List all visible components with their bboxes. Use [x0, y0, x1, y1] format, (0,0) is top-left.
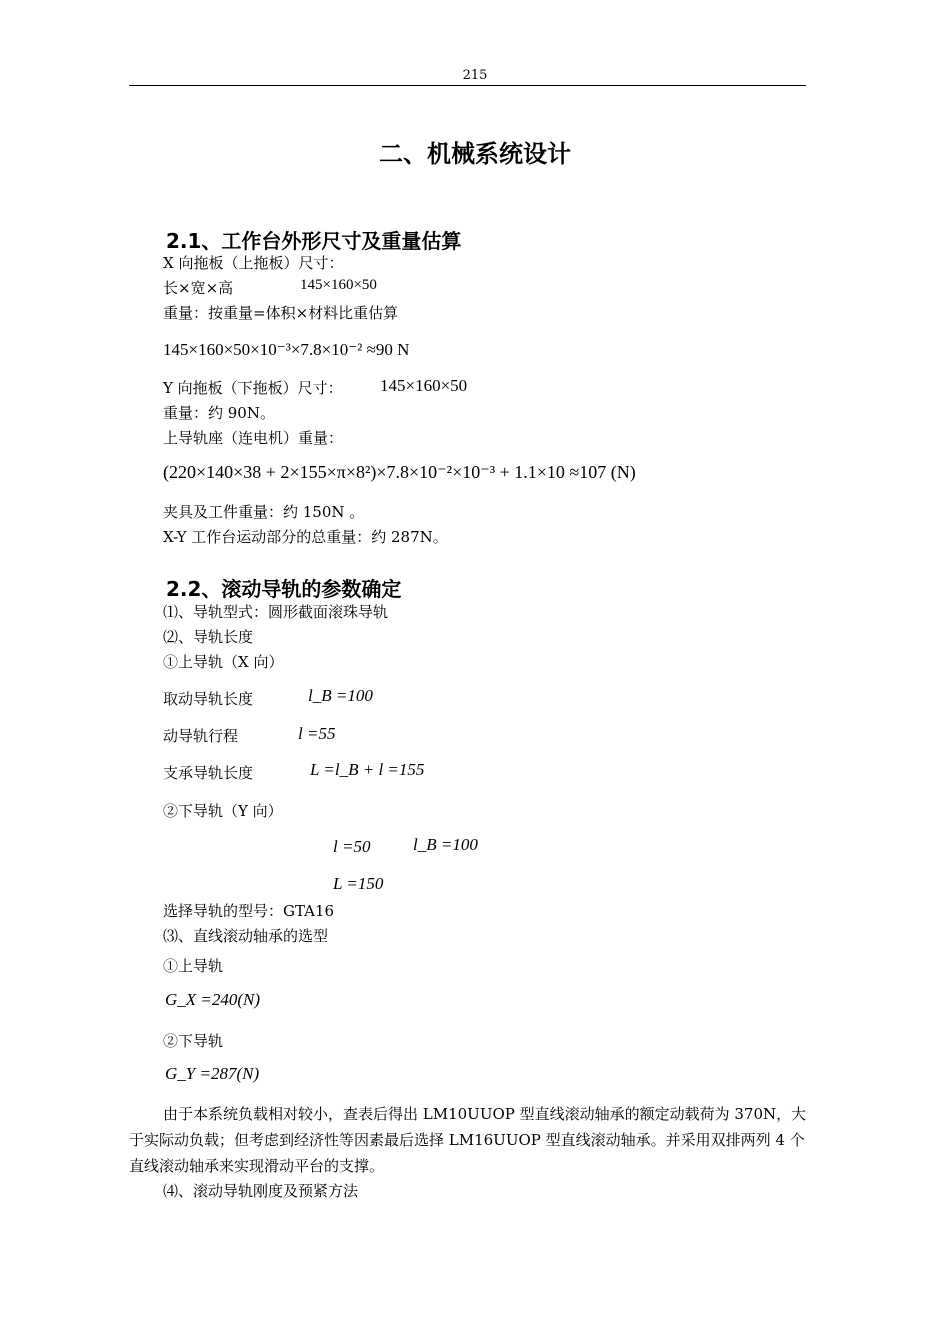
- item-2-rail-length: ⑵、导轨长度: [163, 628, 254, 646]
- chapter-title: 二、机械系统设计: [379, 140, 571, 168]
- fixture-weight: 夹具及工件重量：约 150N 。: [163, 503, 365, 521]
- weight-equation-1: 145×160×50×10⁻³×7.8×10⁻² ≈90 N: [163, 340, 410, 359]
- total-weight: X-Y 工作台运动部分的总重量：约 287N。: [163, 528, 448, 546]
- move-length-equation: l_B =100: [308, 686, 373, 705]
- lower-rail-equation-1: l =50: [333, 837, 371, 856]
- weight-method: 重量：按重量=体积×材料比重估算: [163, 304, 399, 322]
- rail-model-choice: 选择导轨的型号：GTA16: [163, 902, 335, 920]
- upper-rail-label: ①上导轨（X 向）: [163, 653, 284, 671]
- lower-rail-label: ②下导轨（Y 向）: [163, 802, 283, 820]
- move-length-label: 取动导轨长度: [163, 690, 254, 708]
- y-plate-value: 145×160×50: [380, 376, 468, 395]
- support-length-equation: L =l_B + l =155: [310, 760, 425, 779]
- lower-rail-equation-3: L =150: [333, 874, 384, 893]
- dimension-label: 长×宽×高: [163, 279, 234, 297]
- dimension-value: 145×160×50: [300, 277, 377, 293]
- section-heading-2-1: 2.1、工作台外形尺寸及重量估算: [166, 229, 462, 253]
- page-number: 215: [462, 68, 488, 83]
- item-4-stiffness-preload: ⑷、滚动导轨刚度及预紧方法: [163, 1182, 359, 1200]
- upper-guide-label: ①上导轨: [163, 957, 224, 975]
- gy-equation: G_Y =287(N): [165, 1064, 260, 1083]
- support-length-label: 支承导轨长度: [163, 764, 254, 782]
- upper-rail-seat-label: 上导轨座（连电机）重量：: [163, 429, 344, 447]
- stroke-label: 动导轨行程: [163, 727, 239, 745]
- y-plate-label: Y 向拖板（下拖板）尺寸：: [163, 379, 343, 397]
- bearing-paragraph: 由于本系统负载相对较小，查表后得出 LM10UUOP 型直线滚动轴承的额定动载荷为 370N，大于实际动负载；但考虑到经济性等因素最后选择 LM16UUOP 型直线滚动轴承。并采用双排两列 4 个直线滚动轴承来实现滑动平台的支撑。: [129, 1105, 807, 1175]
- lower-guide-label: ②下导轨: [163, 1032, 224, 1050]
- item-1-rail-type: ⑴、导轨型式：圆形截面滚珠导轨: [163, 603, 389, 621]
- x-plate-label: X 向拖板（上拖板）尺寸：: [163, 254, 344, 272]
- y-plate-weight: 重量：约 90N。: [163, 404, 275, 422]
- item-3-bearing-selection: ⑶、直线滚动轴承的选型: [163, 927, 329, 945]
- section-heading-2-2: 2.2、滚动导轨的参数确定: [166, 577, 402, 601]
- lower-rail-equation-2: l_B =100: [413, 835, 478, 854]
- weight-equation-2: (220×140×38 + 2×155×π×8²)×7.8×10⁻²×10⁻³ + 1.1×10 ≈107 (N): [163, 462, 636, 482]
- header-rule: [129, 85, 806, 86]
- gx-equation: G_X =240(N): [165, 990, 261, 1009]
- stroke-equation: l =55: [298, 724, 336, 743]
